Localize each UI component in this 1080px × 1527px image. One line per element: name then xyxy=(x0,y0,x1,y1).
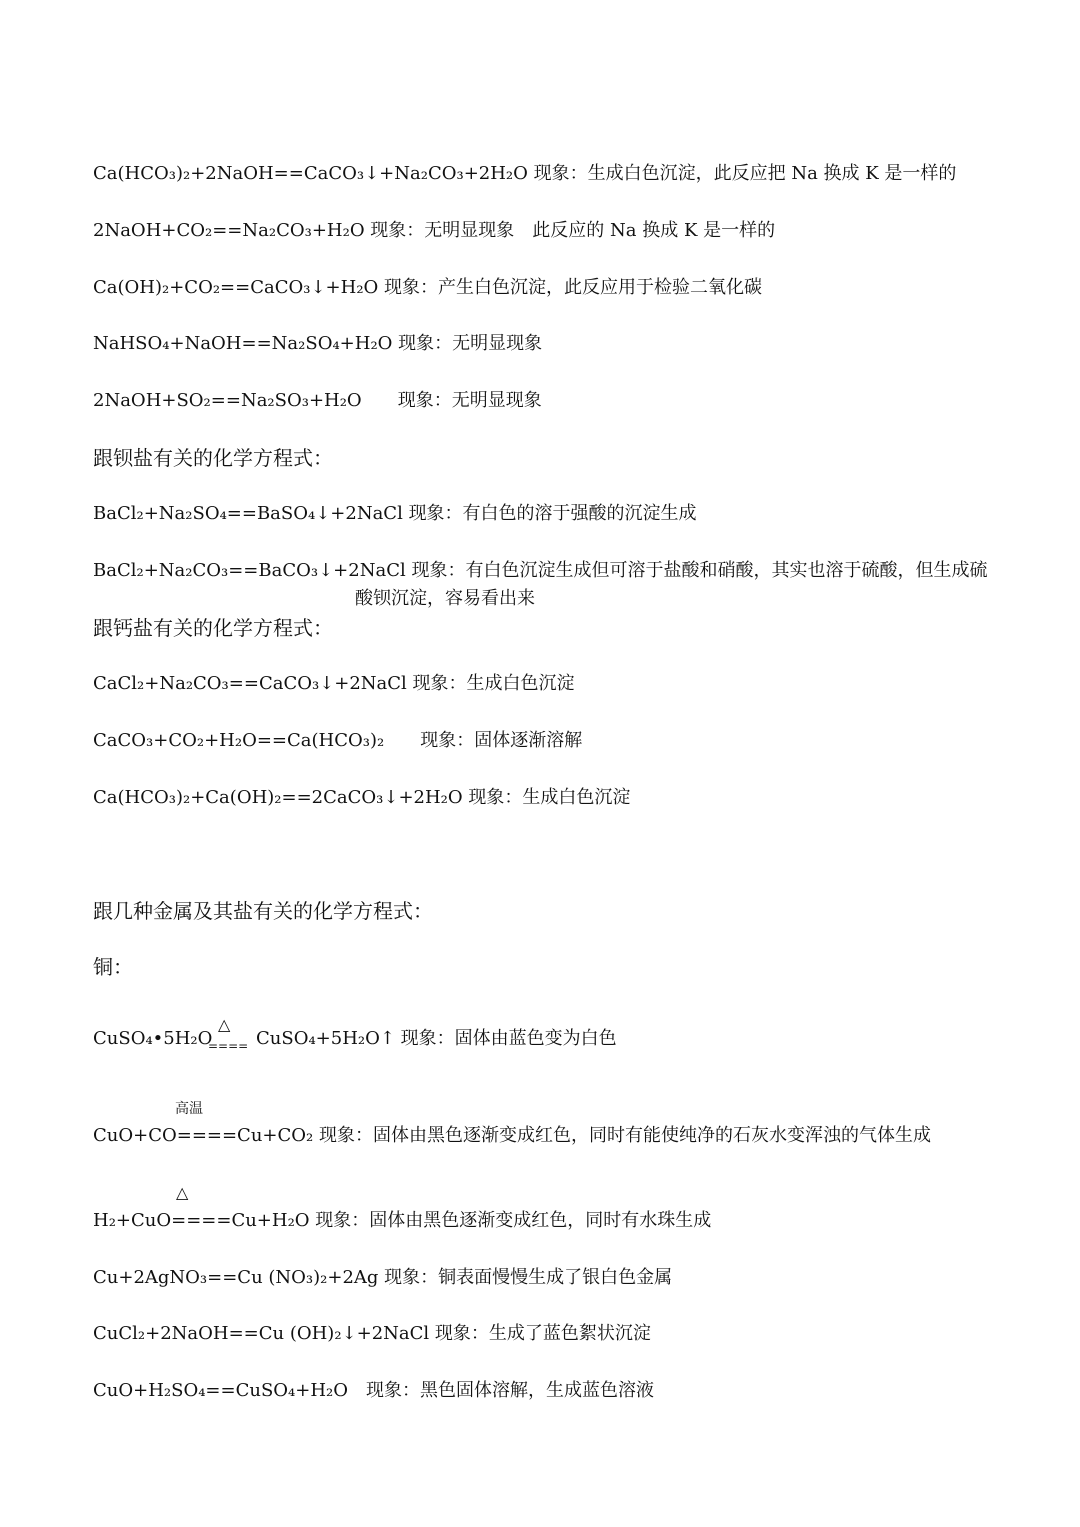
equation-line: H₂+CuO====Cu+H₂O 现象：固体由黑色逐渐变成红色，同时有水珠生成 xyxy=(93,1210,712,1231)
section-heading: 跟钡盐有关的化学方程式： xyxy=(93,446,333,470)
equation-reactant: CuSO₄•5H₂O xyxy=(93,1028,213,1049)
equation-line: Cu+2AgNO₃==Cu (NO₃)₂+2Ag 现象：铜表面慢慢生成了银白色金属 xyxy=(93,1267,673,1288)
equation-line: 2NaOH+CO₂==Na₂CO₃+H₂O 现象：无明显现象 此反应的 Na 换成 K 是一样的 xyxy=(93,220,776,241)
equation-line: CuCl₂+2NaOH==Cu (OH)₂↓+2NaCl 现象：生成了蓝色絮状沉淀 xyxy=(93,1323,651,1344)
equation-continuation: 酸钡沉淀，容易看出来 xyxy=(355,588,535,609)
equals-sign: ==== xyxy=(208,1039,249,1053)
equation-line: Ca(OH)₂+CO₂==CaCO₃↓+H₂O 现象：产生白色沉淀，此反应用于检验二氧化碳 xyxy=(93,277,763,298)
subsection-heading: 铜： xyxy=(93,955,133,979)
equation-line: CaCO₃+CO₂+H₂O==Ca(HCO₃)₂ 现象：固体逐渐溶解 xyxy=(93,730,583,751)
equation-line: Ca(HCO₃)₂+Ca(OH)₂==2CaCO₃↓+2H₂O 现象：生成白色沉淀 xyxy=(93,787,631,808)
equation-line: CaCl₂+Na₂CO₃==CaCO₃↓+2NaCl 现象：生成白色沉淀 xyxy=(93,673,575,694)
heat-symbol: △ xyxy=(176,1183,189,1202)
equation-line: CuO+H₂SO₄==CuSO₄+H₂O 现象：黑色固体溶解，生成蓝色溶液 xyxy=(93,1380,655,1401)
equation-line: 2NaOH+SO₂==Na₂SO₃+H₂O 现象：无明显现象 xyxy=(93,390,542,411)
section-heading: 跟钙盐有关的化学方程式： xyxy=(93,616,333,640)
equation-product: CuSO₄+5H₂O↑ 现象：固体由蓝色变为白色 xyxy=(256,1028,617,1049)
condition-label: 高温 xyxy=(175,1101,203,1117)
heat-symbol: △ xyxy=(218,1015,231,1034)
equation-line: BaCl₂+Na₂SO₄==BaSO₄↓+2NaCl 现象：有白色的溶于强酸的沉淀生成 xyxy=(93,503,697,524)
equation-line: Ca(HCO₃)₂+2NaOH==CaCO₃↓+Na₂CO₃+2H₂O 现象：生成白色沉淀，此反应把 Na 换成 K 是一样的 xyxy=(93,163,957,184)
equation-line: CuO+CO====Cu+CO₂ 现象：固体由黑色逐渐变成红色，同时有能使纯净的石灰水变浑浊的气体生成 xyxy=(93,1125,931,1146)
equation-line: BaCl₂+Na₂CO₃==BaCO₃↓+2NaCl 现象：有白色沉淀生成但可溶于盐酸和硝酸，其实也溶于硫酸，但生成硫 xyxy=(93,560,988,581)
section-heading: 跟几种金属及其盐有关的化学方程式： xyxy=(93,899,433,923)
equation-line: NaHSO₄+NaOH==Na₂SO₄+H₂O 现象：无明显现象 xyxy=(93,333,543,354)
